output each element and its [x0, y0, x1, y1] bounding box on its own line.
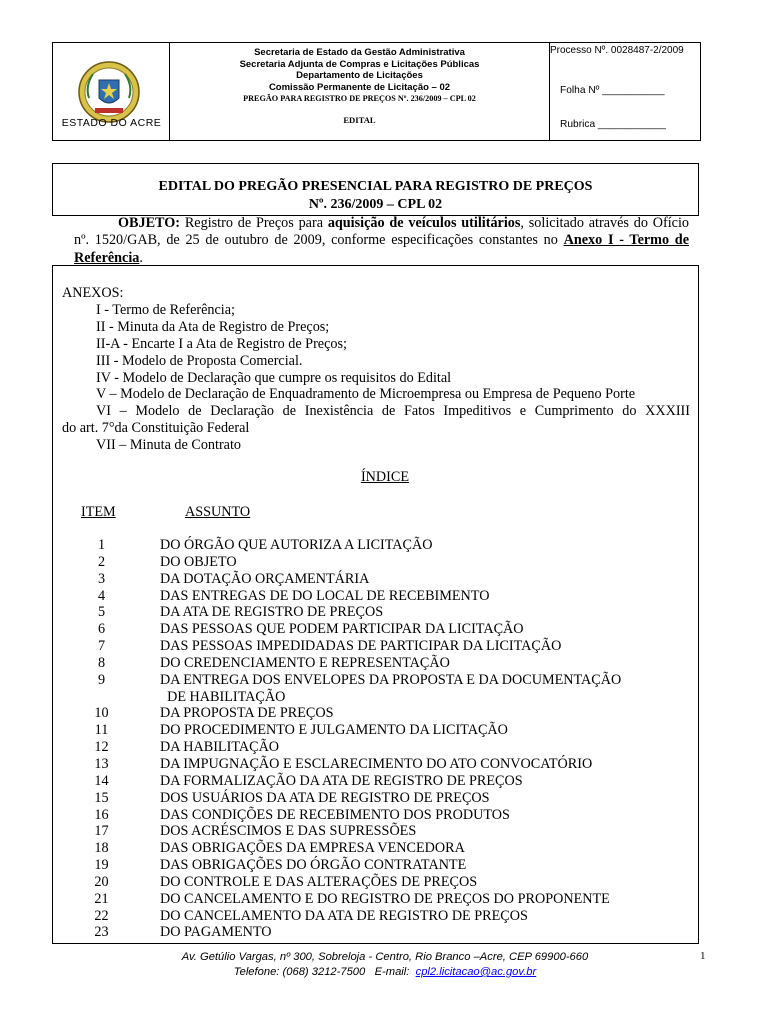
objeto-bold: aquisição de veículos utilitários	[327, 215, 521, 231]
anexo-item: II - Minuta da Ata de Registro de Preços;	[96, 318, 330, 335]
indice-row	[74, 739, 621, 756]
anexos-list	[62, 285, 690, 454]
indice-item-number: 7	[97, 638, 106, 655]
indice-row	[74, 756, 621, 773]
anexo-item: II-A - Encarte I a Ata de Registro de Preços;	[96, 335, 347, 352]
indice-item-subject: DO CREDENCIAMENTO E REPRESENTAÇÃO	[160, 654, 450, 671]
indice-title: ÍNDICE	[360, 469, 410, 485]
indice-row	[74, 908, 621, 925]
indice-item-number: 12	[94, 739, 109, 756]
edital-title-box	[52, 163, 699, 216]
page-number: 1	[700, 950, 706, 962]
indice-row	[74, 773, 621, 790]
indice-item-number: 3	[97, 570, 106, 587]
indice-item-subject: DO OBJETO	[160, 553, 237, 570]
indice-row	[74, 807, 621, 824]
header-line-1: Secretaria de Estado da Gestão Administrativa	[254, 47, 465, 58]
anexo-item-continuation: do art. 7°da Constituição Federal	[62, 420, 250, 437]
estado-label: ESTADO DO ACRE	[61, 117, 162, 129]
footer-phone: Telefone: (068) 3212-7500 E-mail:	[233, 966, 416, 978]
indice-item-subject: DO PAGAMENTO	[160, 924, 272, 941]
anexo-item: V – Modelo de Declaração de Enquadramento de Microempresa ou Empresa de Pequeno Porte	[96, 386, 636, 403]
indice-item-subject: DAS PESSOAS IMPEDIDADAS DE PARTICIPAR DA LICITAÇÃO	[160, 638, 562, 655]
indice-row	[74, 874, 621, 891]
indice-row	[74, 823, 621, 840]
anexo-item: IV - Modelo de Declaração que cumpre os requisitos do Edital	[96, 369, 452, 386]
processo-number: Processo Nº. 0028487-2/2009	[550, 45, 684, 56]
indice-item-number: 19	[94, 857, 109, 874]
indice-col-assunto: ASSUNTO	[185, 504, 251, 520]
indice-item-subject: DO CANCELAMENTO DA ATA DE REGISTRO DE PREÇOS	[160, 907, 528, 924]
indice-item-number: 9	[97, 671, 106, 688]
indice-item-number: 22	[94, 907, 109, 924]
header-pregao-line: PREGÃO PARA REGISTRO DE PREÇOS Nº. 236/2009 – CPL 02	[243, 94, 476, 104]
indice-item-subject: DAS OBRIGAÇÕES DA EMPRESA VENCEDORA	[160, 840, 465, 857]
indice-item-number	[74, 689, 129, 706]
footer-email-link[interactable]: cpl2.licitacao@ac.gov.br	[415, 966, 537, 978]
indice-row	[74, 554, 621, 571]
indice-item-subject: DA HABILITAÇÃO	[160, 739, 280, 756]
anexo-item: VI – Modelo de Declaração de Inexistência de Fatos Impeditivos e Cumprimento do XXXIII	[96, 403, 690, 420]
anexo-item: III - Modelo de Proposta Comercial.	[96, 352, 303, 369]
indice-row	[74, 655, 621, 672]
folha-field: Folha Nº ___________	[560, 85, 665, 96]
page-footer	[0, 950, 770, 980]
indice-item-number: 21	[94, 890, 109, 907]
objeto-end: .	[139, 249, 143, 266]
indice-row	[74, 722, 621, 739]
anexos-heading: ANEXOS:	[62, 285, 124, 301]
indice-row	[74, 891, 621, 908]
indice-item-number: 14	[94, 772, 109, 789]
document-header	[52, 42, 701, 141]
indice-item-subject: DO CONTROLE E DAS ALTERAÇÕES DE PREÇOS	[160, 873, 478, 890]
indice-row	[74, 588, 621, 605]
indice-item-number: 23	[94, 924, 109, 941]
indice-col-item: ITEM	[81, 504, 116, 520]
indice-item-subject: DA PROPOSTA DE PREÇOS	[160, 705, 334, 722]
indice-item-subject: DO PROCEDIMENTO E JULGAMENTO DA LICITAÇÃO	[160, 722, 508, 739]
anexo-item: VII – Minuta de Contrato	[96, 437, 241, 454]
indice-item-number: 18	[94, 840, 109, 857]
indice-row	[74, 840, 621, 857]
indice-item-number: 11	[94, 722, 109, 739]
indice-item-subject: DA ATA DE REGISTRO DE PREÇOS	[160, 604, 384, 621]
objeto-text-1: Registro de Preços para	[180, 215, 328, 231]
indice-row	[74, 857, 621, 874]
indice-row	[74, 672, 621, 689]
anexo-item: I - Termo de Referência;	[96, 301, 235, 318]
state-seal-icon	[75, 58, 143, 126]
indice-item-subject: DAS ENTREGAS DE DO LOCAL DE RECEBIMENTO	[160, 587, 490, 604]
indice-item-subject: DAS PESSOAS QUE PODEM PARTICIPAR DA LICITAÇÃO	[160, 621, 524, 638]
header-right	[549, 43, 700, 140]
edital-title-line-2: Nº. 236/2009 – CPL 02	[308, 197, 443, 212]
indice-item-subject: DAS CONDIÇÕES DE RECEBIMENTO DOS PRODUTOS	[160, 806, 510, 823]
header-line-2: Secretaria Adjunta de Compras e Licitações Públicas	[239, 58, 480, 70]
indice-item-number: 8	[97, 654, 106, 671]
indice-row	[74, 621, 621, 638]
objeto-paragraph	[74, 215, 689, 267]
header-line-3: Departamento de Licitações	[296, 70, 423, 82]
indice-item-number: 2	[97, 553, 106, 570]
indice-item-subject: DO CANCELAMENTO E DO REGISTRO DE PREÇOS DO PROPONENTE	[160, 890, 610, 907]
objeto-label: OBJETO:	[118, 215, 181, 231]
indice-item-subject: DOS USUÁRIOS DA ATA DE REGISTRO DE PREÇOS	[160, 789, 490, 806]
indice-item-subject: DA IMPUGNAÇÃO E ESCLARECIMENTO DO ATO CONVOCATÓRIO	[160, 755, 593, 772]
indice-table	[74, 537, 621, 941]
indice-item-number: 4	[97, 587, 106, 604]
indice-item-subject: DO ÓRGÃO QUE AUTORIZA A LICITAÇÃO	[160, 537, 433, 553]
indice-row	[74, 604, 621, 621]
indice-item-number: 10	[94, 705, 109, 722]
footer-address: Av. Getúlio Vargas, nº 300, Sobreloja - Centro, Rio Branco –Acre, CEP 69900-660	[181, 951, 589, 963]
indice-item-number: 13	[94, 755, 109, 772]
rubrica-field: Rubrica ____________	[560, 119, 666, 130]
anexo-i-reference: Anexo I - Termo de Referência	[74, 232, 689, 266]
indice-item-number: 16	[94, 806, 109, 823]
header-emblem-cell	[53, 43, 170, 140]
indice-item-subject: DE HABILITAÇÃO	[160, 688, 286, 705]
indice-item-number: 15	[94, 789, 109, 806]
indice-row	[74, 537, 621, 554]
header-center	[170, 43, 549, 140]
header-line-4: Comissão Permanente de Licitação – 02	[268, 81, 451, 93]
indice-item-subject: DA DOTAÇÃO ORÇAMENTÁRIA	[160, 570, 370, 587]
indice-item-number: 20	[94, 873, 109, 890]
indice-item-subject: DA ENTREGA DOS ENVELOPES DA PROPOSTA E DA DOCUMENTAÇÃO	[160, 671, 622, 688]
header-edital: EDITAL	[343, 114, 376, 125]
indice-item-number: 5	[97, 604, 106, 621]
indice-item-subject: DOS ACRÉSCIMOS E DAS SUPRESSÕES	[160, 823, 417, 840]
indice-row	[74, 924, 621, 941]
indice-item-number: 17	[94, 823, 109, 840]
indice-row	[74, 705, 621, 722]
indice-row	[74, 571, 621, 588]
objeto-text-2: , solicitado através do Ofício nº. 1520/GAB, de 25 de outubro de 2009, conforme especificações constantes no	[74, 215, 689, 249]
indice-item-number: 6	[97, 621, 106, 638]
indice-row	[74, 689, 621, 706]
edital-title-line-1: EDITAL DO PREGÃO PRESENCIAL PARA REGISTRO DE PREÇOS	[158, 179, 593, 194]
indice-row	[74, 638, 621, 655]
indice-item-subject: DAS OBRIGAÇÕES DO ÓRGÃO CONTRATANTE	[160, 857, 467, 874]
indice-item-number: 1	[97, 537, 106, 553]
indice-item-subject: DA FORMALIZAÇÃO DA ATA DE REGISTRO DE PREÇOS	[160, 772, 523, 789]
indice-row	[74, 790, 621, 807]
